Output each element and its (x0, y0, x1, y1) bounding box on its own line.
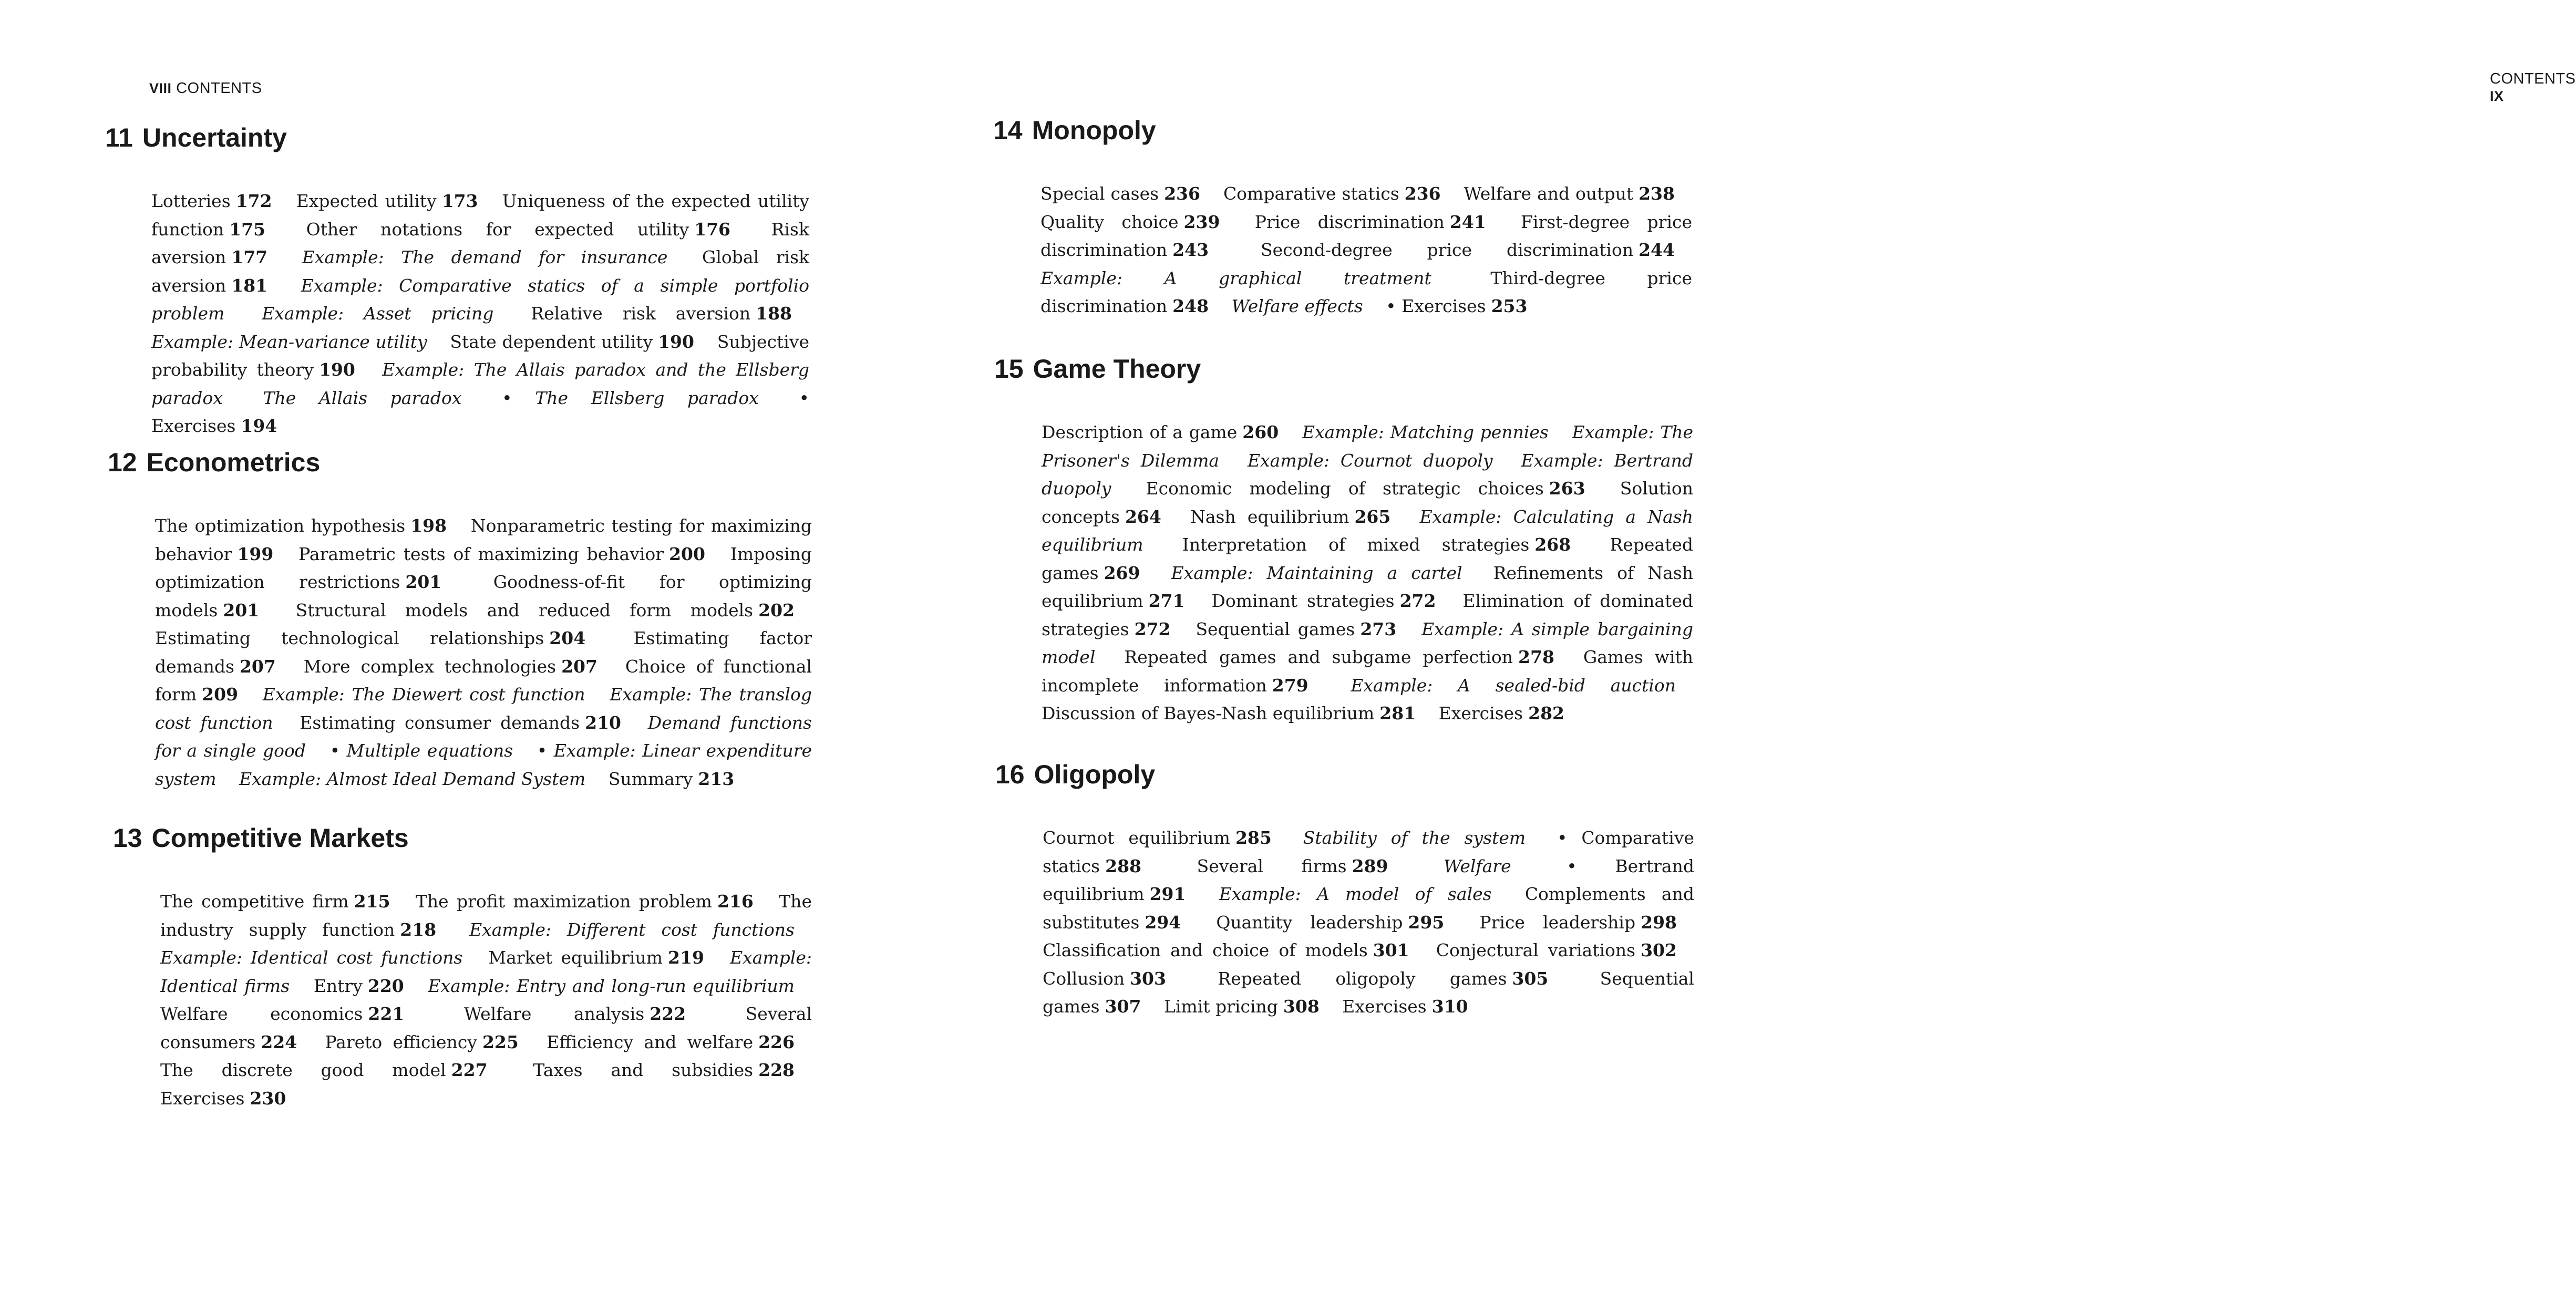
chapter-entries (155, 512, 812, 793)
page-number: 264 (1125, 506, 1161, 527)
entry-title: Comparative statics (1223, 183, 1399, 204)
page-number: 295 (1408, 912, 1445, 933)
page-number: 265 (1354, 506, 1391, 527)
page-number: 307 (1105, 996, 1141, 1017)
entry-title: Nash equilibrium (1190, 506, 1349, 527)
entry-title: Example: Calculating a Nash equilibrium (1042, 506, 1693, 555)
entry-title: Price leadership (1479, 912, 1636, 933)
page-folio: VIII (149, 80, 172, 96)
toc-entry (469, 919, 795, 940)
entry-title: Example: Cournot duopoly (1247, 450, 1493, 471)
toc-entry (1043, 828, 1272, 848)
entry-title: Subjective probability theory (151, 331, 809, 380)
toc-entry (1043, 940, 1409, 960)
right-page (922, 0, 2576, 1303)
entry-title: Exercises (1402, 296, 1486, 316)
entry-title: Relative risk aversion (531, 303, 751, 324)
entry-title: Exercises (1438, 703, 1523, 723)
entry-title: Refinements of Nash equilibrium (1042, 562, 1693, 611)
page-number: 248 (1172, 296, 1209, 316)
entry-title: Example: Almost Ideal Demand System (239, 768, 586, 789)
page-number: 176 (694, 219, 731, 240)
entry-title: Example: Identical cost functions (160, 947, 463, 968)
page-number: 219 (668, 947, 704, 968)
page-number: 188 (756, 303, 792, 324)
entry-title: Market equilibrium (488, 947, 663, 968)
page-number: 201 (223, 599, 260, 621)
running-head-right (2490, 70, 2576, 105)
toc-entry (1216, 912, 1444, 933)
entry-title: Summary (608, 768, 693, 789)
toc-entry (464, 1004, 686, 1024)
page-number: 175 (229, 219, 266, 240)
toc-entry (450, 332, 694, 352)
entry-title: Example: Entry and long-run equilibrium (428, 975, 795, 996)
page-number: 202 (758, 599, 795, 621)
page-number: 272 (1134, 618, 1171, 639)
toc-entry (531, 303, 792, 324)
toc-entry (1171, 563, 1462, 583)
page-number: 305 (1512, 968, 1549, 989)
toc-entry (151, 332, 427, 352)
entry-title: Efficiency and welfare (547, 1031, 754, 1052)
toc-entry (160, 1088, 286, 1109)
page-number: 221 (368, 1004, 405, 1024)
toc-entry (547, 1032, 795, 1052)
toc-entry (609, 769, 734, 789)
entry-title: Dominant strategies (1211, 591, 1395, 611)
page-number: 236 (1164, 183, 1200, 204)
page-number: 271 (1148, 591, 1185, 611)
entry-title: Expected utility (296, 191, 437, 211)
entry-title: The competitive firm (160, 891, 349, 912)
entry-title: Imposing optimization restrictions (155, 543, 812, 592)
toc-entry (263, 388, 462, 408)
toc-entry (298, 544, 705, 564)
entry-title: More complex technologies (303, 656, 557, 677)
entry-title: Example: Bertrand duopoly (1042, 450, 1693, 499)
toc-entry (535, 388, 759, 408)
page-number: 222 (650, 1004, 686, 1024)
entry-title: Sequential games (1043, 968, 1694, 1017)
toc-entry (1223, 183, 1441, 204)
toc-entry (1190, 506, 1390, 527)
entry-title: Example: The Prisoner's Dilemma (1042, 422, 1694, 471)
bullet: • (1567, 855, 1577, 876)
chapter-entries (1043, 824, 1694, 1021)
toc-entry (347, 740, 513, 761)
entry-title: Example: A graphical treatment (1040, 267, 1431, 288)
entry-title: Example: A simple bargaining model (1042, 618, 1693, 667)
entry-title: Pareto efficiency (325, 1031, 477, 1052)
page-number: 278 (1518, 647, 1554, 667)
entry-title: Economic modeling of strategic choices (1146, 478, 1544, 499)
bullet: • (1557, 828, 1568, 848)
toc-entry (306, 219, 730, 240)
left-page (0, 0, 922, 1303)
entry-title: Global risk aversion (151, 247, 809, 296)
toc-entry (1043, 968, 1166, 989)
bullet-separator (330, 740, 340, 761)
running-head-left (149, 80, 262, 97)
entry-title: Welfare analysis (463, 1004, 645, 1024)
entry-title: Entry (313, 975, 363, 996)
chapter-title: Oligopoly (1034, 760, 1156, 789)
page-number: 298 (1641, 912, 1677, 933)
entry-title: Several consumers (160, 1004, 812, 1052)
bullet-separator (1557, 828, 1567, 848)
entry-title: Goodness-of-fit for optimizing models (155, 572, 812, 621)
chapter-number: 12 (108, 448, 137, 477)
entry-title: Risk aversion (151, 219, 809, 267)
entry-title: Classification and choice of models (1043, 940, 1368, 960)
toc-entry (1164, 996, 1320, 1017)
entry-title: Estimating factor demands (155, 628, 812, 677)
entry-title: Example: Mean-variance utility (151, 331, 427, 352)
entry-title: Price discrimination (1254, 211, 1445, 232)
entry-title: Games with incomplete information (1042, 647, 1693, 696)
entry-title: Example: A sealed-bid auction (1351, 675, 1676, 696)
running-head-label: CONTENTS (2490, 70, 2576, 87)
entry-title: Taxes and subsidies (533, 1060, 754, 1080)
toc-entry (302, 247, 668, 267)
chapter-13 (113, 822, 812, 1112)
toc-entry (1255, 212, 1486, 232)
entry-title: Quantity leadership (1216, 912, 1403, 933)
entry-title: Structural models and reduced form models (295, 599, 754, 621)
entry-title: Example: Matching pennies (1302, 422, 1549, 442)
chapter-heading (995, 759, 1694, 790)
toc-entry (160, 1004, 404, 1024)
toc-entry (1436, 940, 1677, 960)
entry-title: Exercises (1342, 996, 1427, 1017)
page-number: 239 (1183, 211, 1220, 232)
page-number: 243 (1172, 240, 1209, 260)
toc-entry (428, 976, 795, 996)
chapter-number: 15 (994, 354, 1024, 384)
page-number: 220 (367, 975, 404, 996)
toc-entry (1040, 183, 1200, 204)
entry-title: Choice of functional form (155, 656, 812, 705)
toc-entry (160, 947, 462, 968)
entry-title: Example: Asset pricing (262, 303, 494, 324)
toc-entry (1124, 647, 1554, 667)
chapter-15 (994, 353, 1693, 728)
entry-title: Repeated games and subgame perfection (1124, 647, 1513, 667)
toc-entry (155, 628, 585, 648)
chapter-heading (994, 353, 1693, 385)
toc-entry (1351, 675, 1676, 696)
page-number: 268 (1534, 534, 1571, 555)
toc-entry (1302, 422, 1549, 442)
toc-entry (416, 891, 754, 912)
toc-entry (263, 684, 585, 705)
entry-title: The industry supply function (160, 891, 812, 940)
chapter-title: Competitive Markets (151, 823, 409, 853)
toc-entry (296, 191, 478, 211)
toc-entry (300, 712, 621, 733)
entry-title: Lotteries (151, 191, 231, 211)
toc-entry (151, 191, 272, 211)
page-number: 289 (1352, 855, 1388, 876)
page-number: 213 (698, 768, 735, 789)
page-number: 199 (237, 543, 274, 564)
entry-title: Welfare effects (1231, 296, 1363, 316)
entry-title: Repeated games (1042, 534, 1693, 583)
page-number: 279 (1272, 675, 1308, 696)
toc-entry (1042, 703, 1416, 723)
toc-entry (155, 515, 447, 536)
entry-title: Example: The Diewert cost function (262, 684, 585, 705)
entry-title: Example: The Allais paradox and the Ellsberg paradox (151, 359, 809, 408)
page-number: 273 (1360, 618, 1397, 639)
chapter-title: Uncertainty (142, 123, 287, 152)
toc-entry (1444, 856, 1511, 876)
toc-entry (1196, 619, 1396, 639)
page-number: 253 (1491, 296, 1528, 316)
entry-title: Solution concepts (1042, 478, 1693, 527)
bullet: • (329, 740, 341, 761)
entry-title: Other notations for expected utility (306, 219, 689, 240)
toc-entry (325, 1032, 518, 1052)
entry-title: Elimination of dominated strategies (1042, 591, 1693, 639)
toc-entry (1439, 703, 1564, 723)
chapter-entries (1040, 180, 1692, 320)
page-number: 216 (717, 891, 754, 912)
chapter-title: Econometrics (146, 448, 321, 477)
bullet: • (502, 387, 512, 408)
chapter-12 (108, 447, 812, 793)
entry-title: Welfare economics (160, 1004, 363, 1024)
page-number: 226 (758, 1031, 795, 1052)
entry-title: Collusion (1043, 968, 1125, 989)
entry-title: Example: Linear expenditure system (155, 740, 812, 789)
toc-entry (488, 947, 704, 968)
toc-entry (1040, 212, 1220, 232)
entry-title: The Ellsberg paradox (535, 387, 759, 408)
toc-entry (1146, 478, 1585, 499)
toc-entry (1402, 296, 1527, 316)
page-number: 281 (1379, 703, 1416, 723)
chapter-heading (113, 822, 812, 854)
chapter-heading (108, 447, 812, 478)
page-number: 190 (658, 331, 694, 352)
chapter-number: 16 (995, 760, 1025, 789)
toc-entry (304, 656, 597, 677)
entry-title: Exercises (151, 416, 236, 436)
toc-entry (160, 1060, 488, 1080)
page-number: 215 (354, 891, 390, 912)
entry-title: The discrete good model (160, 1060, 446, 1080)
entry-title: Cournot equilibrium (1043, 828, 1230, 848)
entry-title: Description of a game (1042, 422, 1238, 442)
toc-entry (1342, 996, 1468, 1017)
entry-title: Welfare (1444, 855, 1511, 876)
toc-entry (160, 891, 390, 912)
toc-entry (1182, 534, 1571, 555)
toc-entry (262, 303, 493, 324)
entry-title: Bertrand equilibrium (1043, 855, 1694, 904)
toc-entry (1218, 968, 1548, 989)
page-number: 204 (549, 628, 586, 648)
chapter-entries (1042, 418, 1693, 728)
page-number: 177 (231, 247, 268, 267)
entry-title: Multiple equations (346, 740, 513, 761)
entry-title: Second-degree price discrimination (1260, 240, 1634, 260)
entry-title: Parametric tests of maximizing behavior (298, 543, 664, 564)
toc-entry (1040, 268, 1431, 288)
page-number: 181 (231, 275, 268, 296)
entry-title: Welfare and output (1464, 183, 1634, 204)
page-number: 294 (1145, 912, 1181, 933)
page-number: 207 (239, 656, 276, 677)
entry-title: Example: A model of sales (1219, 884, 1492, 904)
page-number: 230 (250, 1088, 286, 1109)
toc-entry (1261, 240, 1675, 260)
bullet-separator (1567, 856, 1576, 876)
page-number: 225 (482, 1031, 519, 1052)
chapter-16 (995, 759, 1694, 1021)
page-number: 291 (1149, 884, 1186, 904)
entry-title: Example: Identical firms (160, 947, 812, 996)
entry-title: The optimization hypothesis (155, 515, 406, 536)
page-number: 236 (1404, 183, 1441, 204)
entry-title: Limit pricing (1163, 996, 1278, 1017)
page-number: 302 (1641, 940, 1677, 960)
page-number: 285 (1235, 828, 1272, 848)
entry-title: Sequential games (1196, 618, 1355, 639)
toc-entry (1248, 450, 1493, 471)
page-number: 303 (1130, 968, 1166, 989)
page-number: 190 (318, 359, 355, 380)
page-number: 224 (261, 1031, 297, 1052)
toc-entry (314, 976, 404, 996)
bullet-separator (502, 388, 512, 408)
chapter-11 (105, 122, 809, 440)
chapter-title: Game Theory (1033, 354, 1201, 384)
entry-title: Conjectural variations (1436, 940, 1636, 960)
entry-title: Repeated oligopoly games (1218, 968, 1507, 989)
chapter-title: Monopoly (1032, 116, 1156, 145)
chapter-14 (993, 115, 1692, 320)
chapter-heading (993, 115, 1692, 146)
page-number: 282 (1528, 703, 1565, 723)
page-number: 260 (1242, 422, 1279, 442)
entry-title: First-degree price discrimination (1040, 211, 1693, 260)
entry-title: Interpretation of mixed strategies (1182, 534, 1530, 555)
toc-entry (1211, 591, 1436, 611)
toc-entry (239, 769, 585, 789)
page-number: 269 (1104, 562, 1140, 583)
page-number: 218 (400, 919, 437, 940)
entry-title: The Allais paradox (263, 387, 462, 408)
page-number: 263 (1549, 478, 1585, 499)
entry-title: Comparative statics (1043, 828, 1694, 876)
chapter-heading (105, 122, 809, 153)
entry-title: Nonparametric testing for maximizing behavior (155, 515, 812, 564)
entry-title: Example: The demand for insurance (302, 247, 668, 267)
chapter-number: 11 (105, 123, 133, 152)
page-number: 209 (202, 684, 239, 705)
toc-entry (1219, 884, 1492, 904)
entry-title: Quality choice (1040, 211, 1179, 232)
chapter-number: 13 (113, 823, 142, 853)
entry-title: The profit maximization problem (415, 891, 712, 912)
entry-title: Third-degree price discrimination (1040, 267, 1692, 316)
entry-title: State dependent utility (450, 331, 653, 352)
bullet: • (1386, 296, 1396, 316)
page-number: 288 (1105, 855, 1141, 876)
page-number: 272 (1399, 591, 1436, 611)
entry-title: Example: Maintaining a cartel (1171, 562, 1462, 583)
entry-title: Estimating consumer demands (300, 712, 580, 733)
entry-title: Uniqueness of the expected utility function (151, 191, 809, 240)
running-head-label: CONTENTS (176, 80, 262, 97)
page-number: 207 (561, 656, 597, 677)
page-number: 210 (585, 712, 622, 733)
bullet-separator (799, 388, 809, 408)
chapter-entries (151, 187, 809, 440)
bullet: • (799, 387, 809, 408)
bullet: • (537, 740, 548, 761)
page-number: 244 (1639, 240, 1675, 260)
entry-title: Discussion of Bayes-Nash equilibrium (1042, 703, 1375, 723)
page-number: 310 (1431, 996, 1468, 1017)
page-number: 227 (451, 1060, 488, 1080)
chapter-entries (160, 887, 812, 1112)
entry-title: Example: Comparative statics of a simple portfolio problem (151, 275, 809, 324)
page-number: 200 (669, 543, 705, 564)
entry-title: Special cases (1040, 183, 1159, 204)
bullet-separator (1386, 296, 1396, 316)
page-number: 173 (441, 191, 478, 211)
toc-entry (1042, 422, 1279, 442)
entry-title: Exercises (160, 1088, 245, 1109)
page-number: 238 (1639, 183, 1675, 204)
entry-title: Example: The translog cost function (155, 684, 812, 733)
entry-title: Example: Different cost functions (469, 919, 795, 940)
page-folio: IX (2490, 88, 2504, 104)
toc-entry (1232, 296, 1363, 316)
entry-title: Estimating technological relationships (155, 628, 544, 648)
toc-entry (1464, 183, 1675, 204)
toc-entry (151, 416, 277, 436)
page-number: 198 (410, 515, 447, 536)
entry-title: Several firms (1197, 855, 1347, 876)
page-number: 308 (1283, 996, 1320, 1017)
page-number: 172 (235, 191, 272, 211)
toc-entry (533, 1060, 795, 1080)
chapter-number: 14 (993, 116, 1023, 145)
page-number: 228 (758, 1060, 795, 1080)
toc-entry (1197, 856, 1388, 876)
toc-entry (1303, 828, 1526, 848)
page-number: 194 (241, 416, 277, 436)
page-number: 301 (1373, 940, 1409, 960)
page-number: 241 (1449, 211, 1486, 232)
page-number: 201 (405, 572, 442, 592)
toc-entry (296, 600, 795, 621)
entry-title: Stability of the system (1303, 828, 1526, 848)
bullet-separator (537, 740, 547, 761)
entry-title: Demand functions for a single good (155, 712, 812, 761)
entry-title: Complements and substitutes (1043, 884, 1694, 933)
toc-entry (1479, 912, 1677, 933)
